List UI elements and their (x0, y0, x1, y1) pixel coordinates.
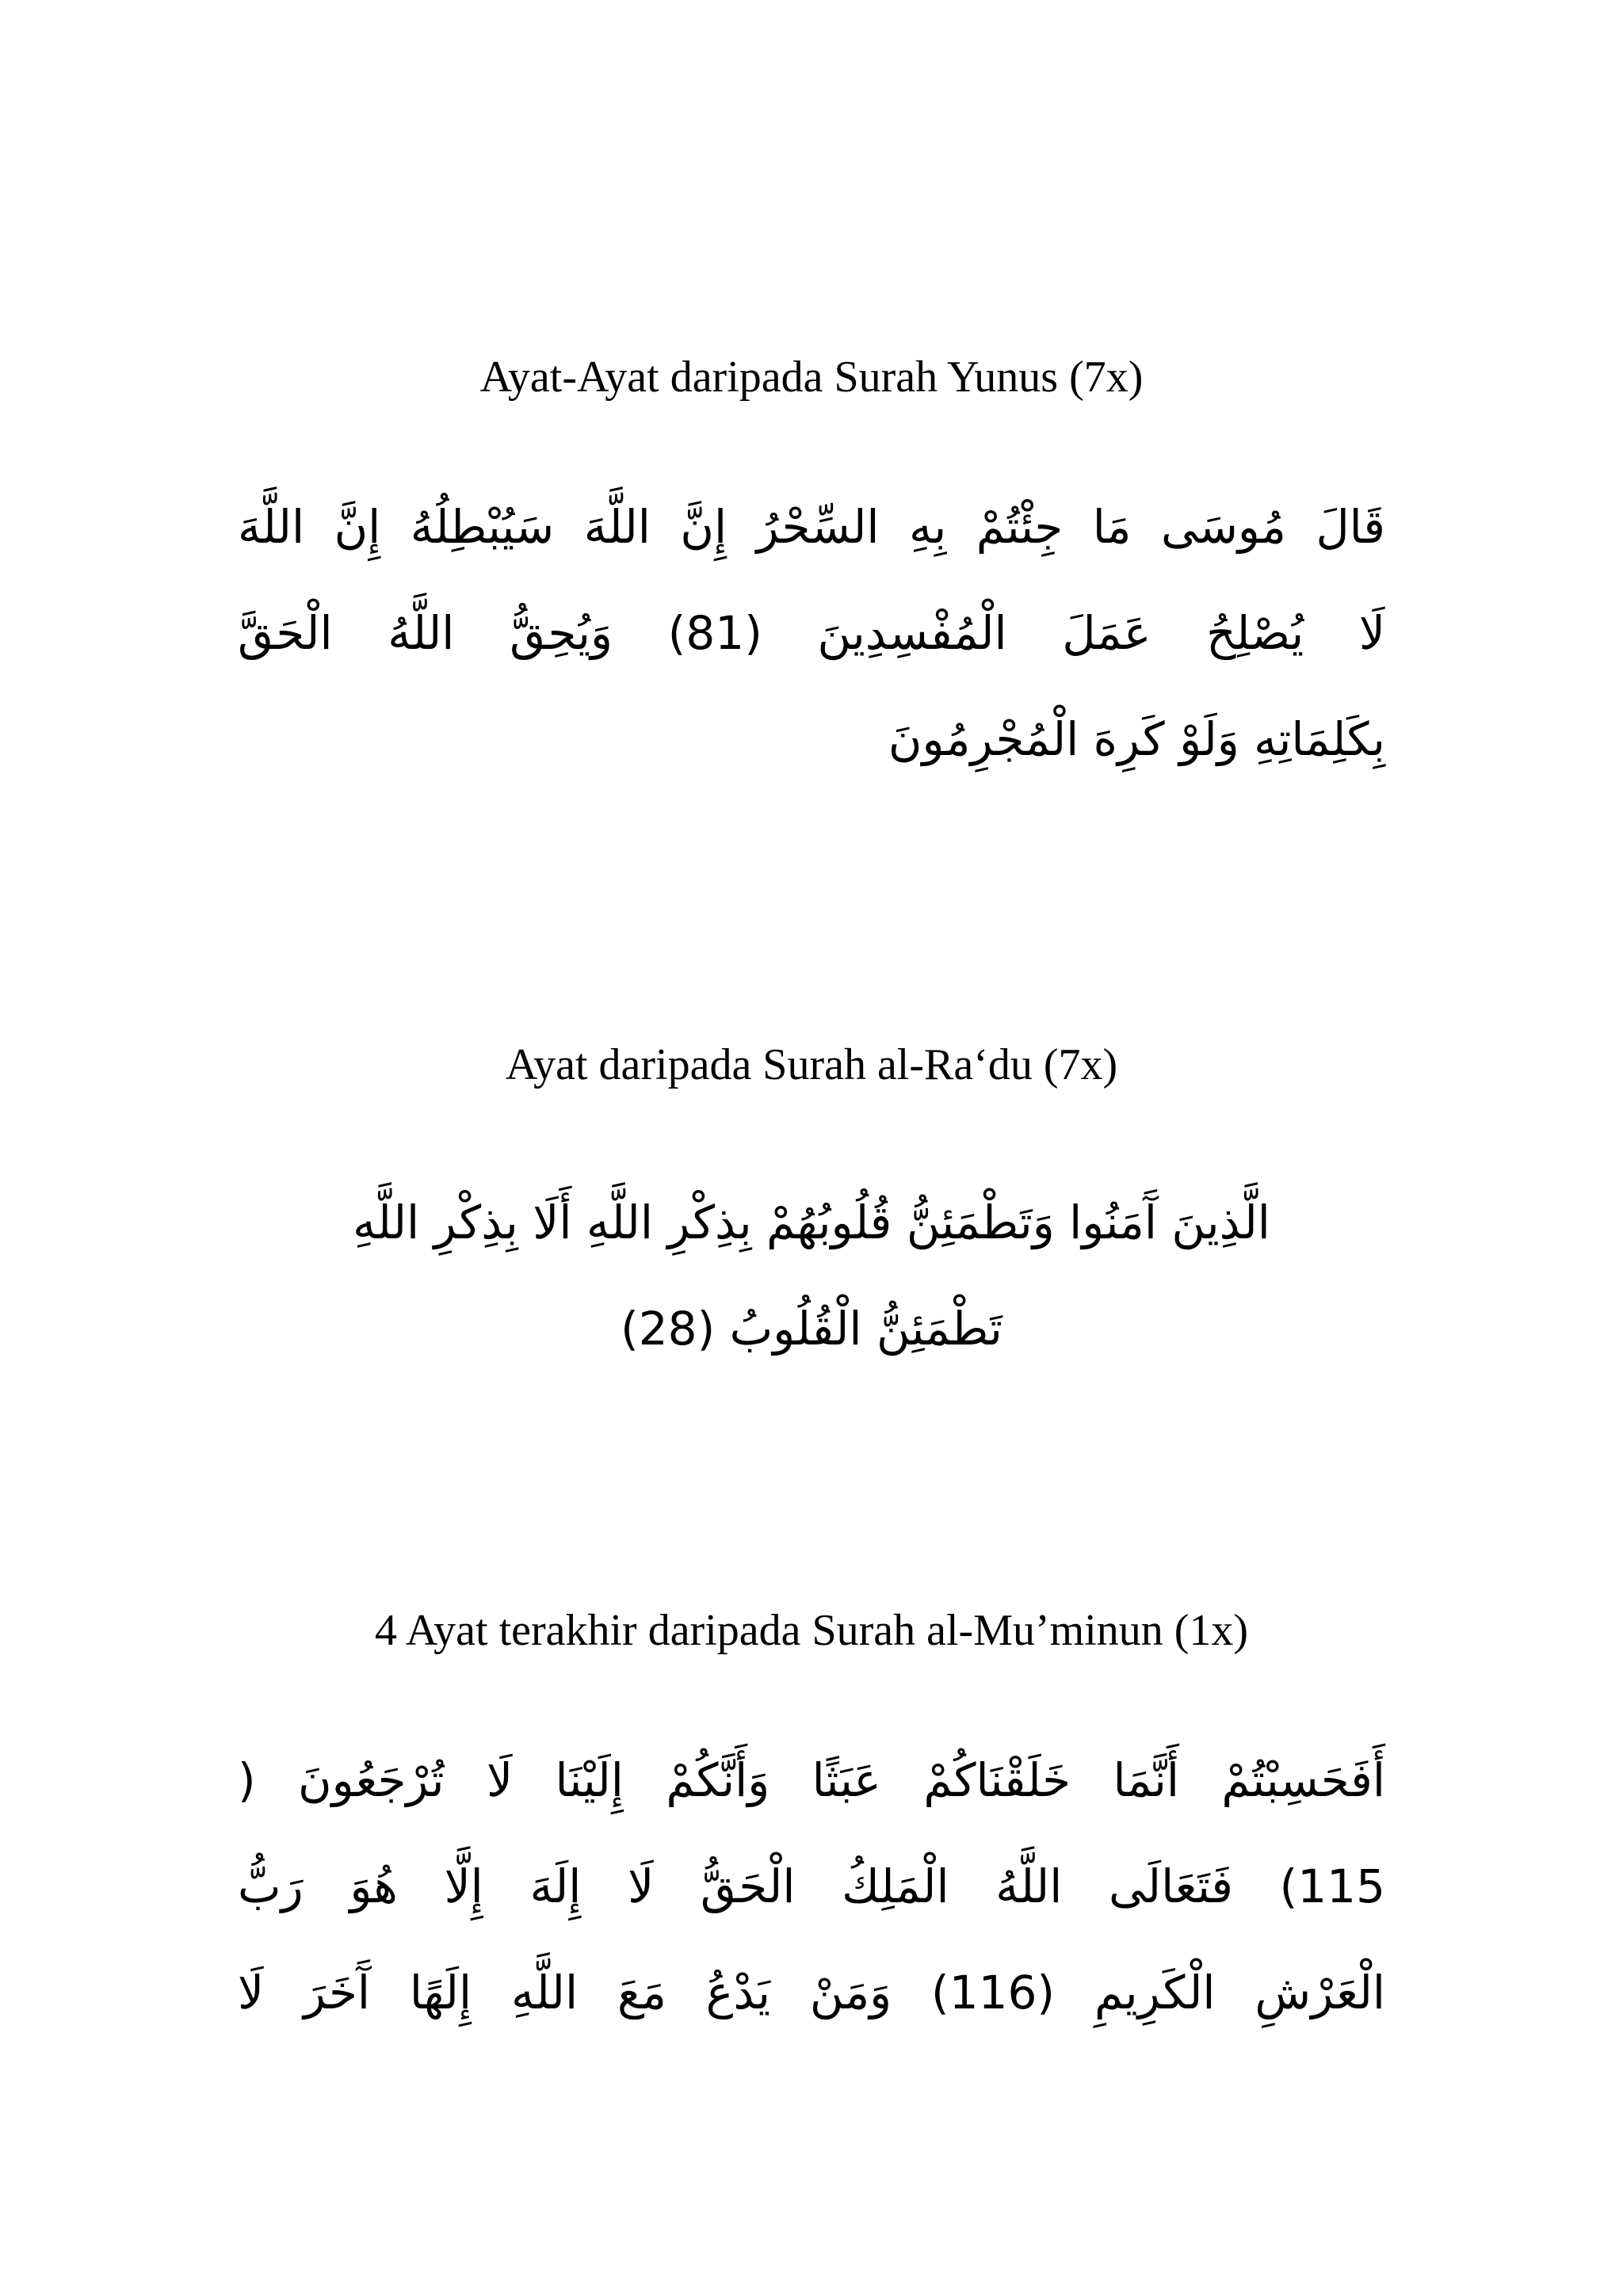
arabic-line: أَفَحَسِبْتُمْ أَنَّمَا خَلَقْنَاكُمْ عَبَثًا وَأَنَّكُمْ إِلَيْنَا لَا تُرْجَعُونَ ( (238, 1753, 1385, 1807)
arabic-text-yunus (238, 474, 1385, 792)
arabic-text-rad (238, 1169, 1385, 1382)
arabic-line: قَالَ مُوسَى مَا جِئْتُمْ بِهِ السِّحْرُ إِنَّ اللَّهَ سَيُبْطِلُهُ إِنَّ اللَّهَ (238, 500, 1385, 554)
arabic-line: بِكَلِمَاتِهِ وَلَوْ كَرِهَ الْمُجْرِمُونَ (888, 712, 1385, 766)
arabic-line: 115) فَتَعَالَى اللَّهُ الْمَلِكُ الْحَقُّ لَا إِلَهَ إِلَّا هُوَ رَبُّ (238, 1859, 1385, 1913)
section-title-rad: Ayat daripada Surah al-Ra‘du (7x) (505, 1040, 1118, 1089)
arabic-line: تَطْمَئِنُّ الْقُلُوبُ (28) (621, 1302, 1002, 1356)
arabic-text-muminun (238, 1727, 1385, 2046)
arabic-line: الْعَرْشِ الْكَرِيمِ (116) وَمَنْ يَدْعُ مَعَ اللَّهِ إِلَهًا آَخَرَ لَا (238, 1966, 1385, 2019)
section-title-yunus: Ayat-Ayat daripada Surah Yunus (7x) (479, 353, 1144, 402)
arabic-line: الَّذِينَ آَمَنُوا وَتَطْمَئِنُّ قُلُوبُهُمْ بِذِكْرِ اللَّهِ أَلَا بِذِكْرِ اللَّهِ (353, 1196, 1270, 1249)
arabic-line: لَا يُصْلِحُ عَمَلَ الْمُفْسِدِينَ (81) وَيُحِقُّ اللَّهُ الْحَقَّ (238, 606, 1385, 660)
section-title-muminun: 4 Ayat terakhir daripada Surah al-Mu’minun (1x) (374, 1606, 1249, 1655)
